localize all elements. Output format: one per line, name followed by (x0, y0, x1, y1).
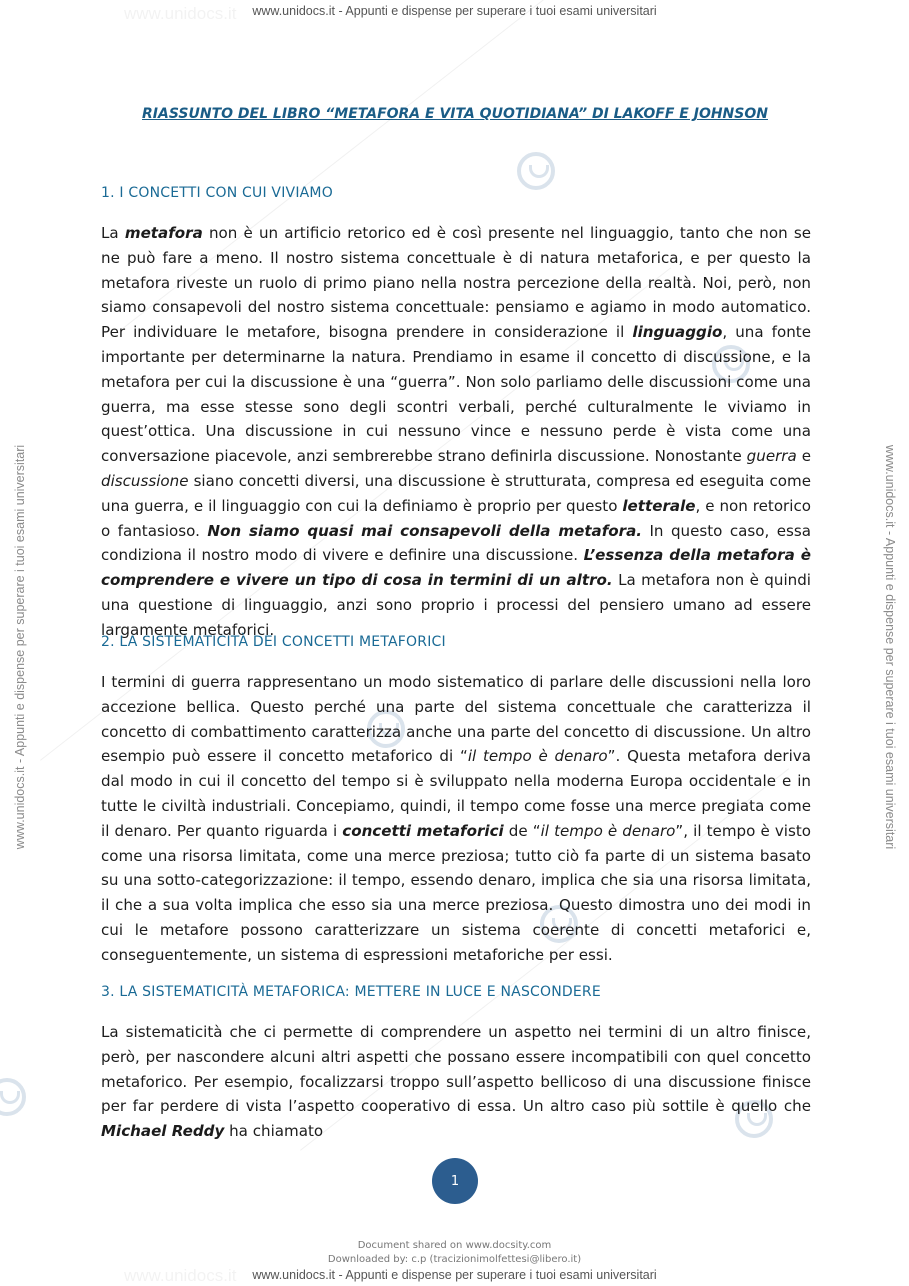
section-paragraph-2 (101, 670, 811, 968)
section-heading-3: 3. LA SISTEMATICITÀ METAFORICA: METTERE IN LUCE E NASCONDERE (101, 984, 601, 1000)
watermark-footer: www.unidocs.it - Appunti e dispense per superare i tuoi esami universitari (252, 1268, 657, 1282)
body-text: ”, il tempo è visto come una risorsa limitata, come una merce preziosa; tutto ciò fa parte di un sistema basato su una sotto-categorizzazione: il tempo, essendo denaro, implica che sia una risorsa limitata, il che a sua volta implica che esso sia una merce preziosa. Questo dimostra uno dei modi in cui le metafore possono caratterizzare un sistema coerente di concetti metaforici e, conseguentemente, un sistema di espressioni metaforiche per essi. (101, 821, 811, 964)
body-text: , e non retorico o fantasioso. (101, 496, 811, 540)
emphasis-text: linguaggio (632, 323, 723, 342)
document-title: RIASSUNTO DEL LIBRO “METAFORA E VITA QUOTIDIANA” DI LAKOFF E JOHNSON (142, 106, 768, 122)
footer-shared-line: Document shared on www.docsity.com (357, 1240, 552, 1251)
italic-text: il tempo è denaro (467, 747, 608, 766)
section-paragraph-1 (101, 221, 811, 643)
watermark-ghost-text: www.unidocs.it (124, 1266, 237, 1285)
body-text: La sistematicità che ci permette di comprendere un aspetto nei termini di un altro finisce, però, per nascondere alcuni altri aspetti che possano essere incompatibili con quel concetto metaforico. Per esempio, focalizzarsi troppo sull’aspetto bellicoso di una discussione finisce per far perdere di vista l’aspetto cooperativo di essa. Un altro caso più sottile è quello che (101, 1023, 811, 1116)
emphasis-text: Michael Reddy (101, 1122, 225, 1141)
page-number-badge: 1 (432, 1158, 478, 1204)
watermark-logo-icon (517, 152, 555, 190)
watermark-right: www.unidocs.it - Appunti e dispense per superare i tuoi esami universitari (883, 444, 897, 850)
body-text: de “ (503, 821, 541, 840)
body-text: e (796, 447, 811, 466)
body-text: La metafora non è quindi una questione di linguaggio, anzi sono proprio i processi del pensiero umano ad essere largamente metaforici. (101, 571, 811, 639)
watermark-ghost-text: www.unidocs.it (124, 4, 237, 23)
body-text: siano concetti diversi, una discussione è strutturata, compresa ed eseguita come una guerra, e il linguaggio con cui la definiamo è proprio per questo (101, 471, 811, 515)
emphasis-text: metafora (124, 224, 203, 242)
body-text: ”. Questa metafora deriva dal modo in cui il concetto del tempo si è sviluppato nella moderna Europa occidentale e in tutte le civiltà industriali. Concepiamo, quindi, il tempo come fosse una merce pregiata come il denaro. Per quanto riguarda i (101, 747, 811, 840)
body-text: , una fonte importante per determinarne la natura. Prendiamo in esame il concetto di discussione, e la metafora per cui la discussione è una “guerra”. Non solo parliamo delle discussioni come una guerra, ma esse stesse sono degli scontri verbali, perché culturalmente le viviamo in quest’ottica. Una discussione in cui nessuno vince e nessuno perde è vista come una conversazione piacevole, anzi sembrerebbe strano definirla discussione. Nonostante (101, 323, 811, 466)
body-text: La (101, 224, 125, 242)
section-paragraph-3 (101, 1020, 811, 1144)
emphasis-text: L’essenza della metafora è comprendere e vivere un tipo di cosa in termini di un altro. (101, 546, 811, 590)
emphasis-text: concetti metaforici (342, 821, 504, 840)
section-heading-2: 2. LA SISTEMATICITÀ DEI CONCETTI METAFORICI (101, 634, 446, 650)
italic-text: discussione (101, 471, 189, 490)
watermark-left: www.unidocs.it - Appunti e dispense per superare i tuoi esami universitari (13, 444, 27, 850)
italic-text: il tempo è denaro (540, 821, 676, 840)
emphasis-text: Non siamo quasi mai consapevoli della metafora. (207, 521, 643, 540)
emphasis-text: letterale (622, 496, 696, 515)
body-text: I termini di guerra rappresentano un modo sistematico di parlare delle discussioni nella loro accezione bellica. Questo perché una parte del sistema concettuale che caratterizza il concetto di combattimento caratterizza anche una parte del concetto di discussione. Un altro esempio può essere il concetto metaforico di “ (101, 673, 811, 766)
watermark-logo-icon (0, 1078, 26, 1116)
body-text: ha chiamato (224, 1122, 324, 1141)
section-heading-1: 1. I CONCETTI CON CUI VIVIAMO (101, 185, 333, 201)
body-text: In questo caso, essa condiziona il nostro modo di vivere e definire una discussione. (101, 521, 811, 565)
footer-downloaded-line: Downloaded by: c.p (tracizionimolfettesi@libero.it) (327, 1254, 582, 1265)
body-text: non è un artificio retorico ed è così presente nel linguaggio, tanto che non se ne può fare a meno. Il nostro sistema concettuale è di natura metaforica, e per questo la metafora riveste un ruolo di primo piano nella nostra percezione della realtà. Noi, però, non siamo consapevoli del nostro sistema concettuale: pensiamo e agiamo in modo automatico. Per individuare le metafore, bisogna prendere in considerazione il (101, 224, 811, 342)
italic-text: guerra (746, 447, 797, 466)
watermark-header: www.unidocs.it - Appunti e dispense per superare i tuoi esami universitari (252, 4, 657, 18)
